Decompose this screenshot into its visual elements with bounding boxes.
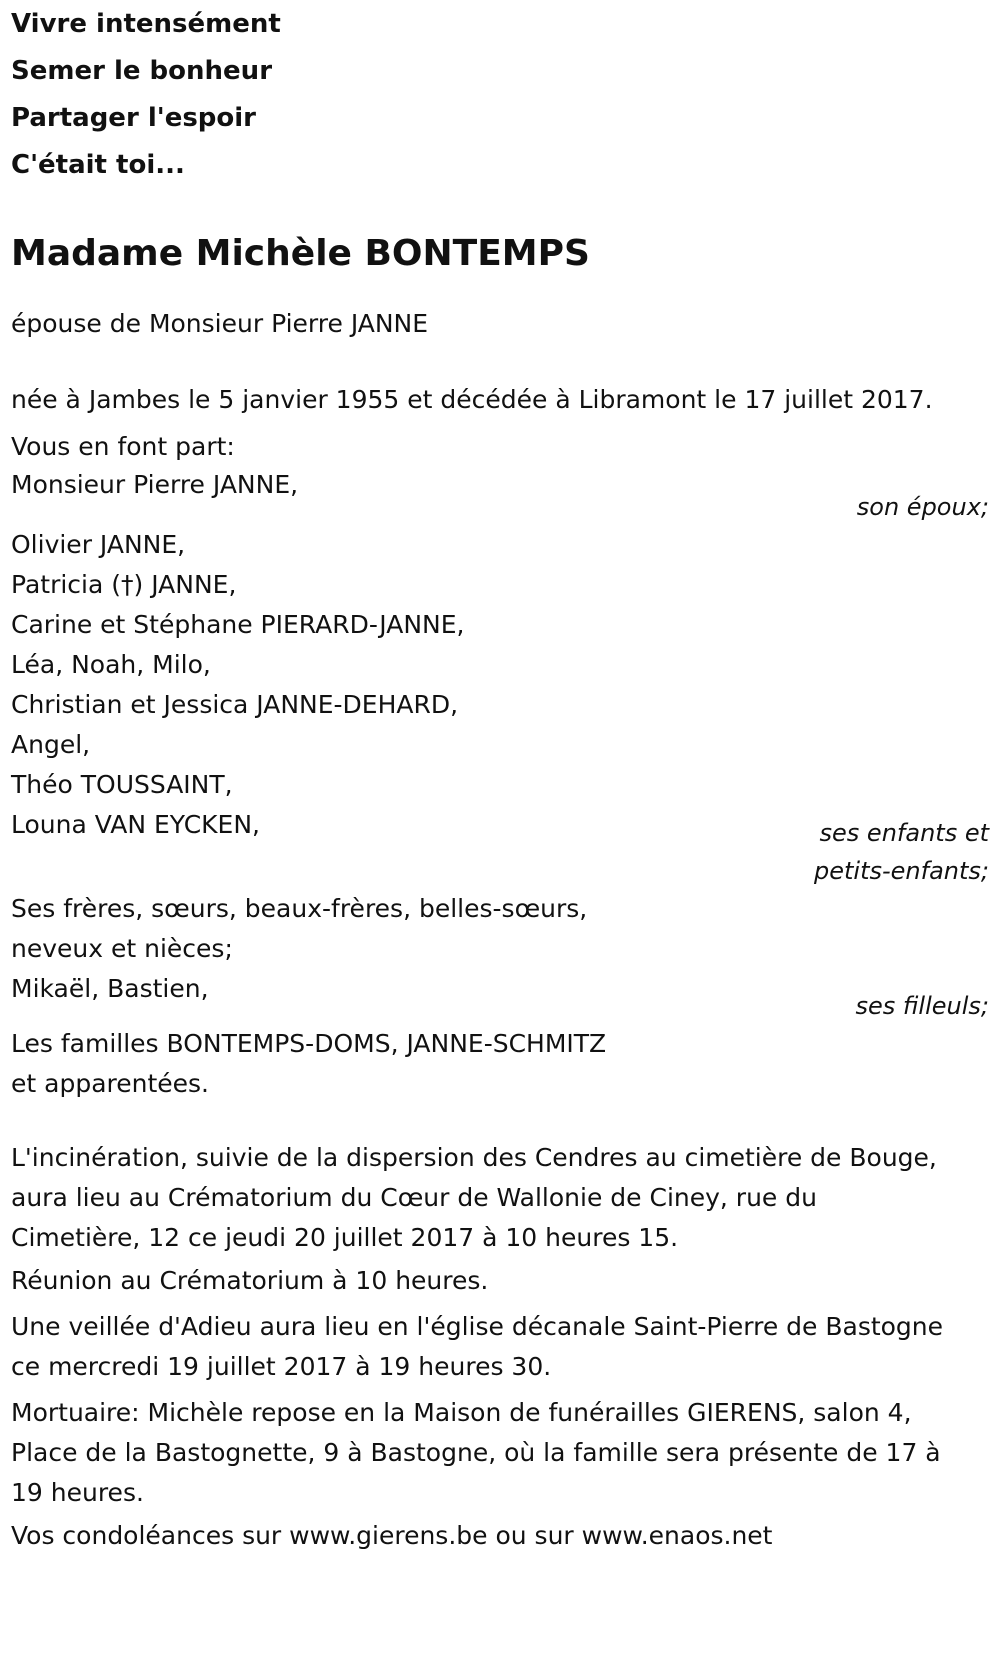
family-name-line: et apparentées. bbox=[11, 1069, 209, 1098]
spouse-line: épouse de Monsieur Pierre JANNE bbox=[11, 309, 429, 338]
mortuary-line: Place de la Bastognette, 9 à Bastogne, où la famille sera présente de 17 à bbox=[11, 1438, 941, 1467]
ceremony-paragraph bbox=[11, 1138, 989, 1258]
mortuary-line: 19 heures. bbox=[11, 1478, 144, 1507]
family-name-line: Christian et Jessica JANNE-DEHARD, bbox=[11, 690, 459, 719]
meeting-line: Réunion au Crématorium à 10 heures. bbox=[11, 1266, 489, 1295]
relation-spouse: son époux; bbox=[856, 493, 989, 521]
poem-line-2: Semer le bonheur bbox=[11, 56, 273, 86]
family-name-line: Monsieur Pierre JANNE, bbox=[11, 470, 299, 499]
poem-line-4: C'était toi... bbox=[11, 150, 185, 180]
mortuary-paragraph bbox=[11, 1393, 989, 1513]
family-name-line: Les familles BONTEMPS-DOMS, JANNE-SCHMITZ bbox=[11, 1029, 607, 1058]
vigil-line: Une veillée d'Adieu aura lieu en l'église décanale Saint-Pierre de Bastogne bbox=[11, 1312, 944, 1341]
family-name-line: Olivier JANNE, bbox=[11, 530, 186, 559]
family-name-line: Mikaël, Bastien, bbox=[11, 974, 209, 1003]
ceremony-line: L'incinération, suivie de la dispersion des Cendres au cimetière de Bouge, bbox=[11, 1143, 937, 1172]
relation-godchildren: ses filleuls; bbox=[855, 992, 989, 1020]
mortuary-line: Mortuaire: Michèle repose en la Maison de funérailles GIERENS, salon 4, bbox=[11, 1398, 912, 1427]
vigil-line: ce mercredi 19 juillet 2017 à 19 heures 30. bbox=[11, 1352, 552, 1381]
relation-children: ses enfants et bbox=[819, 819, 989, 847]
announce-intro: Vous en font part: bbox=[11, 432, 235, 461]
family-name-line: Théo TOUSSAINT, bbox=[11, 770, 233, 799]
relation-grandchildren: petits-enfants; bbox=[814, 857, 989, 885]
family-name-line: Ses frères, sœurs, beaux-frères, belles-sœurs, bbox=[11, 894, 588, 923]
families-list bbox=[11, 1024, 989, 1104]
birth-death-line: née à Jambes le 5 janvier 1955 et décédée à Libramont le 17 juillet 2017. bbox=[11, 385, 933, 414]
family-name-line: Carine et Stéphane PIERARD-JANNE, bbox=[11, 610, 465, 639]
vigil-paragraph bbox=[11, 1307, 989, 1387]
siblings-list bbox=[11, 889, 989, 1009]
family-name-line: Patricia (†) JANNE, bbox=[11, 570, 237, 599]
children-list bbox=[11, 525, 989, 845]
ceremony-line: Cimetière, 12 ce jeudi 20 juillet 2017 à 10 heures 15. bbox=[11, 1223, 679, 1252]
condolences-line: Vos condoléances sur www.gierens.be ou sur www.enaos.net bbox=[11, 1521, 773, 1550]
family-name-line: Léa, Noah, Milo, bbox=[11, 650, 211, 679]
poem-line-3: Partager l'espoir bbox=[11, 103, 257, 133]
deceased-name: Madame Michèle BONTEMPS bbox=[11, 233, 590, 274]
family-name-line: Louna VAN EYCKEN, bbox=[11, 810, 260, 839]
family-name-line: neveux et nièces; bbox=[11, 934, 233, 963]
ceremony-line: aura lieu au Crématorium du Cœur de Wallonie de Ciney, rue du bbox=[11, 1183, 817, 1212]
poem-line-1: Vivre intensément bbox=[11, 9, 281, 39]
family-name-line: Angel, bbox=[11, 730, 91, 759]
